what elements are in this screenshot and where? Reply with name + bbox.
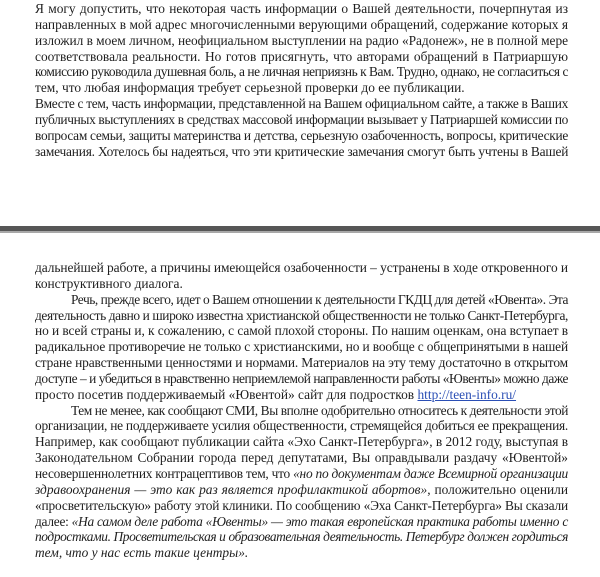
text-line: тем, что любая информация требует серьезной проверки до ее публикации.: [35, 80, 465, 96]
text-line: [35, 514, 568, 530]
text-line: вопросам семьи, защиты материнства и детства, серьезную озабоченность, вопросы, критические: [35, 127, 568, 143]
paragraph-4: [35, 403, 568, 561]
text-line: деятельность давно и широко известна христианской общественности не только Санкт-Петербурга,: [35, 307, 568, 323]
page-break-divider: [0, 226, 600, 233]
text-segment: далее:: [35, 513, 72, 529]
text-line: конструктивного диалога.: [35, 275, 183, 291]
text-line: Речь, прежде всего, идет о Вашем отношении к деятельности ГКДЦ для детей «Ювента». Эта: [71, 291, 568, 307]
text-line: стране нравственными ценностями и нормами. Материалов на эту тему достаточно в открытом: [35, 355, 568, 371]
text-line: соответствовала реальности. Но готов присягнуть, что авторами обращений в Патриаршую: [35, 48, 568, 64]
text-line: тем, что у нас есть такие центры».: [35, 545, 249, 561]
quote-segment: «но по документам даже Всемирной организации: [293, 465, 568, 481]
text-line: [35, 387, 568, 403]
text-line: [35, 466, 568, 482]
text-segment: просто посетив поддерживаемый «Ювентой» сайт для подростков: [35, 386, 418, 402]
document-page-bottom: [0, 233, 600, 577]
teen-info-link[interactable]: http://teen-info.ru/: [417, 386, 517, 402]
text-line: Вместе с тем, часть информации, представленной на Вашем официальном сайте, а также в Ваших: [35, 96, 568, 111]
text-line: радикальное противоречие не только с христианскими, но и вообще с общепринятыми в нашей: [35, 339, 568, 355]
document-page-top: [0, 0, 600, 226]
text-line: комиссию руководила душевная боль, а не личная неприязнь к Вам. Трудно, однако, не согласиться с: [35, 64, 568, 80]
text-line: направленных в мой адрес многочисленными верующими обращений, содержание которых я: [35, 16, 568, 32]
quote-segment: здравоохранения — это как раз является профилактикой абортов»: [35, 481, 428, 497]
text-line: замечания. Хотелось бы надеяться, что эти критические замечания смогут быть учтены в Вашей: [35, 143, 569, 159]
paragraph-1: [35, 1, 568, 96]
text-line: Тем не менее, как сообщают СМИ, Вы вполне одобрительно относитесь к деятельности этой: [71, 402, 568, 418]
text-line: публичных выступлениях в средствах массовой информации вызывает у Патриаршей комиссии по: [35, 111, 568, 127]
text-line: подростками. Просветительская и образовательная деятельность. Петербург должен гордиться: [35, 529, 569, 545]
text-segment: , положительно оценили: [427, 481, 568, 497]
text-line: Законодательном Собрании города перед депутатами, Вы оправдывали раздачу «Ювентой»: [35, 450, 568, 466]
text-line: доступе – и убедиться в нравственно неприемлемой направленности работы «Ювенты» можно даже: [35, 370, 568, 386]
text-line: дальнейшей работе, а причины имеющейся озабоченности – устранены в ходе откровенного и: [35, 260, 568, 275]
paragraph-2: [35, 96, 568, 159]
text-line: изложил в моем личном, неофициальном выступлении на радио «Радонеж», не в полной мере: [35, 32, 568, 48]
paragraph-3: [35, 292, 568, 403]
text-line: но и всей страны и, к сожалению, с самой плохой стороны. По нашим оценкам, она вступает в: [35, 323, 568, 339]
paragraph-2-continued: [35, 260, 568, 292]
text-line: «просветительскую» работу этой клиники. По сообщению «Эха Санкт-Петербурга» Вы сказали: [35, 497, 568, 513]
text-line: Я могу допустить, что некоторая часть информации о Вашей деятельности, почерпнутая из: [35, 1, 568, 16]
text-line: [35, 482, 568, 498]
text-line: организации, не поддерживаете усилия общественности, стремящейся добиться ее прекращения.: [35, 418, 568, 434]
text-line: Например, как сообщают публикации сайта «Эхо Санкт-Петербурга», в 2012 году, выступая в: [35, 434, 568, 450]
quote-segment: «На самом деле работа «Ювенты» — это такая европейская практика работы именно с: [71, 513, 568, 529]
text-segment: несовершеннолетних контрацептивов тем, что: [35, 465, 294, 481]
